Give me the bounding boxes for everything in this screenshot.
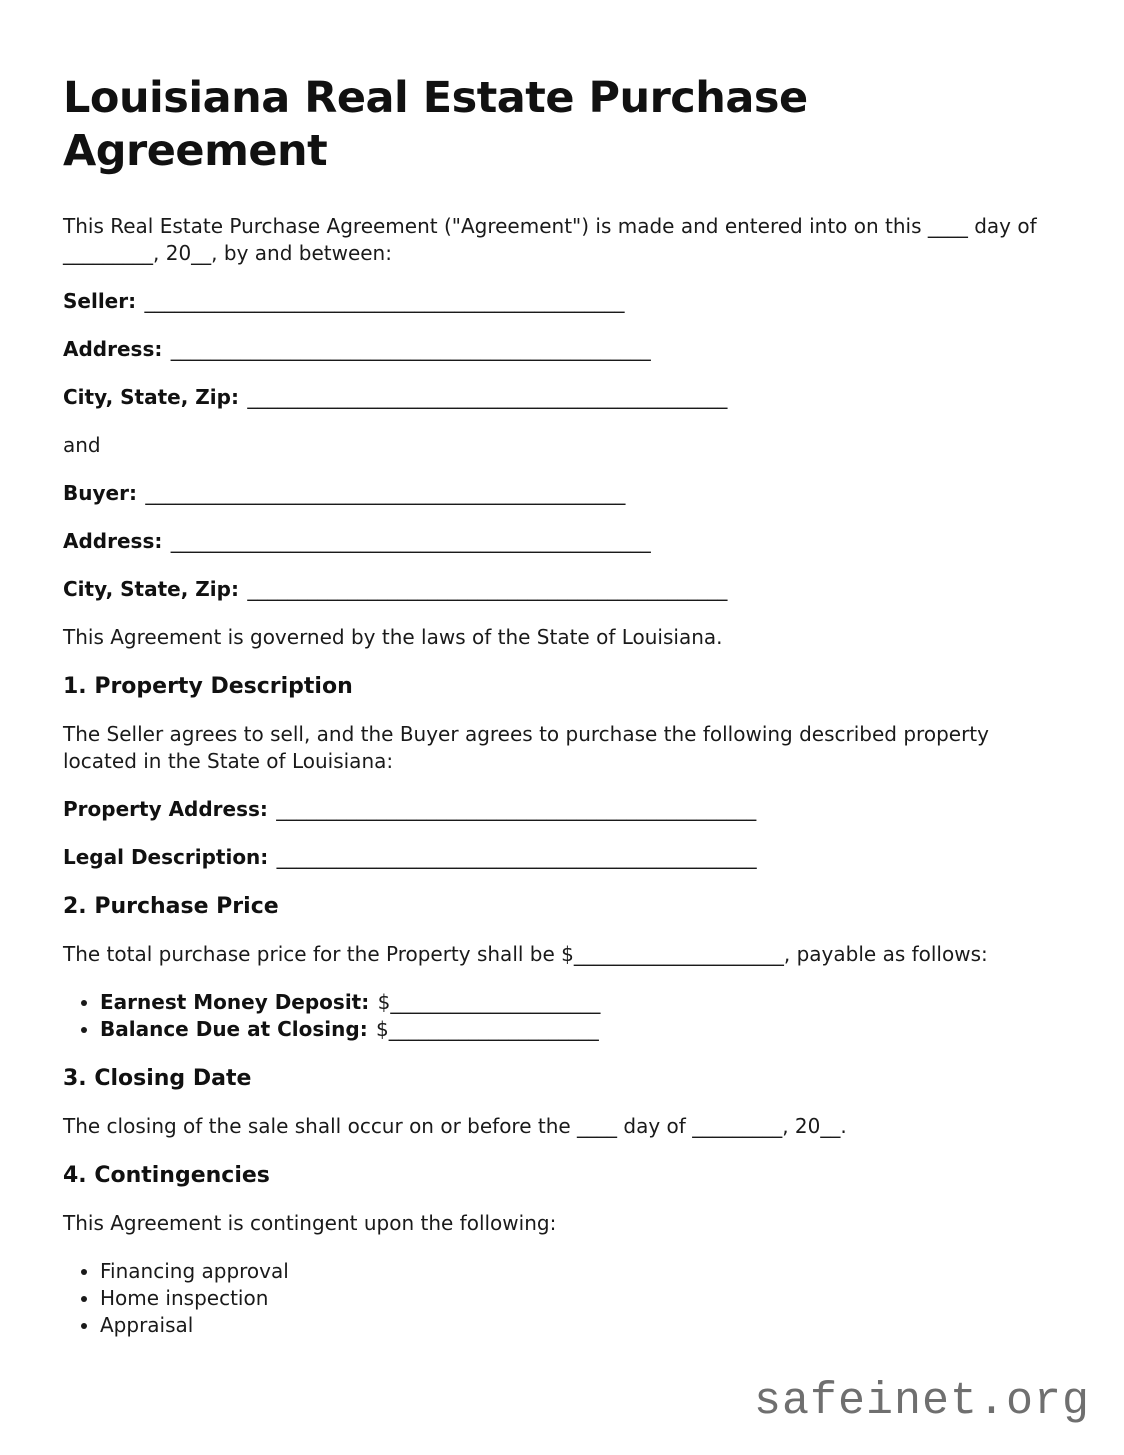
seller-address-blank: ________________________________________________: [170, 336, 651, 361]
price-body-suffix: , payable as follows:: [783, 941, 988, 966]
buyer-field: [63, 480, 1062, 507]
legal-description-label: Legal Description:: [63, 844, 269, 869]
intro-paragraph: This Real Estate Purchase Agreement ("Agreement") is made and entered into on this ____ day of _________, 20__, by and between:: [63, 213, 1037, 265]
property-address-field: [63, 796, 1062, 823]
seller-city-state-zip-field: [63, 384, 1062, 411]
balance-due-label: Balance Due at Closing:: [100, 1016, 368, 1041]
buyer-city-state-zip-field: [63, 576, 1062, 603]
contingency-item-financing: • Financing approval: [100, 1258, 1062, 1285]
property-address-blank: ________________________________________________: [276, 796, 757, 821]
purchase-price-blank: $_____________________: [561, 941, 784, 966]
watermark: safeinet.org: [753, 1376, 1090, 1427]
buyer-address-label: Address:: [63, 528, 163, 553]
earnest-money-label: Earnest Money Deposit:: [100, 989, 370, 1014]
section-2-heading: 2. Purchase Price: [63, 893, 279, 919]
earnest-money-blank: $_____________________: [377, 989, 601, 1014]
price-breakdown-list: [63, 989, 1062, 1043]
section-3-body: The closing of the sale shall occur on or before the ____ day of _________, 20__.: [63, 1113, 847, 1138]
buyer-label: Buyer:: [63, 480, 137, 505]
governing-law-paragraph: This Agreement is governed by the laws of the State of Louisiana.: [63, 624, 723, 649]
section-4-heading: 4. Contingencies: [63, 1162, 270, 1188]
legal-description-field: [63, 844, 1062, 871]
section-1-heading: 1. Property Description: [63, 673, 353, 699]
property-address-label: Property Address:: [63, 796, 268, 821]
seller-address-label: Address:: [63, 336, 163, 361]
seller-label: Seller:: [63, 288, 137, 313]
contingency-item-inspection: • Home inspection: [100, 1285, 1062, 1312]
balance-due-item: [100, 1016, 1062, 1043]
buyer-address-field: [63, 528, 1062, 555]
buyer-city-state-zip-label: City, State, Zip:: [63, 576, 239, 601]
section-3-heading: 3. Closing Date: [63, 1065, 252, 1091]
seller-city-state-zip-blank: ________________________________________________: [247, 384, 728, 409]
price-body-prefix: The total purchase price for the Property shall be: [63, 941, 562, 966]
contingencies-list: [63, 1258, 1062, 1339]
buyer-address-blank: ________________________________________________: [170, 528, 651, 553]
seller-field: [63, 288, 1062, 315]
seller-blank: ________________________________________________: [144, 288, 625, 313]
legal-description-blank: ________________________________________________: [276, 844, 757, 869]
section-4-body: This Agreement is contingent upon the following:: [63, 1210, 557, 1235]
seller-city-state-zip-label: City, State, Zip:: [63, 384, 239, 409]
earnest-money-item: [100, 989, 1062, 1016]
section-2-body: [63, 941, 1023, 968]
balance-due-blank: $_____________________: [376, 1016, 599, 1041]
section-1-body: The Seller agrees to sell, and the Buyer agrees to purchase the following described property located in the State of Louisiana:: [63, 721, 989, 773]
page-title: Louisiana Real Estate Purchase Agreement: [63, 73, 808, 177]
contingency-item-appraisal: • Appraisal: [100, 1312, 1062, 1339]
buyer-blank: ________________________________________________: [145, 480, 626, 505]
buyer-city-state-zip-blank: ________________________________________________: [247, 576, 728, 601]
parties-connector: and: [63, 432, 101, 457]
seller-address-field: [63, 336, 1062, 363]
